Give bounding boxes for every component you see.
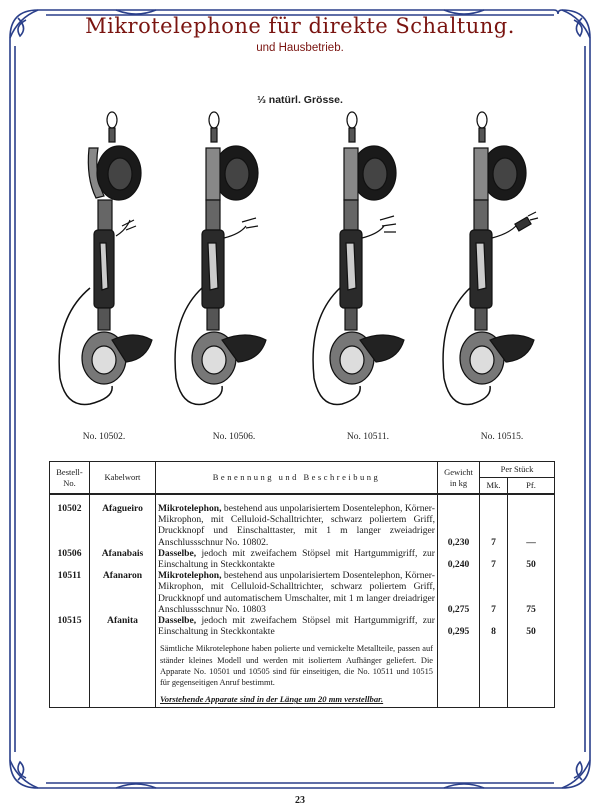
figure-caption-10511: No. 10511. (346, 432, 390, 442)
order-number: 10515 (50, 615, 90, 637)
figure-caption-10502: No. 10502. (82, 432, 126, 442)
description: Dasselbe, jedoch mit zweifachem Stöpsel mit Hartgummigriff, zur Einschaltung in Steckkontakte (156, 615, 438, 637)
header-description: Benennung und Beschreibung (156, 462, 438, 495)
table-header-row (50, 462, 555, 478)
table-row (50, 548, 555, 570)
notes-text: Sämtliche Mikrotelephone haben polierte und vernickelte Metallteile, passen auf ständer kleines Modell und werden mit isoliertem Aufhänger geliefert. Die Apparate No. 10501 und 10505 sind für einseitigen, die No. 10511 und 10515 für gegenseitigen Anruf bestimmt. (160, 644, 433, 688)
code-word: Afagueiro (90, 494, 156, 548)
page-subtitle: und Hausbetrieb. (256, 42, 344, 54)
code-word: Afanabais (90, 548, 156, 570)
telephone-illustration-10515 (432, 108, 552, 430)
header-price-pf: Pf. (508, 478, 555, 495)
order-number: 10506 (50, 548, 90, 570)
price-pf: 75 (508, 570, 555, 615)
header-weight: Gewicht in kg (438, 462, 480, 495)
header-price-mk: Mk. (480, 478, 508, 495)
header-order-no: Bestell- No. (50, 462, 90, 495)
weight: 0,240 (438, 548, 480, 570)
scale-note: ⅓ natürl. Grösse. (257, 94, 343, 106)
header-price-group: Per Stück (480, 462, 555, 478)
header-code-word: Kabelwort (90, 462, 156, 495)
page-number: 23 (295, 795, 305, 806)
telephone-illustration-10506 (164, 108, 284, 430)
table-row (50, 494, 555, 548)
notes-row (50, 637, 555, 708)
table-row (50, 570, 555, 615)
adjustable-length-note: Vorstehende Apparate sind in der Länge um 20 mm verstellbar. (160, 694, 384, 705)
weight: 0,295 (438, 615, 480, 637)
order-number: 10502 (50, 494, 90, 548)
price-mk: 8 (480, 615, 508, 637)
notes-cell (156, 637, 438, 708)
description: Dasselbe, jedoch mit zweifachem Stöpsel mit Hartgummigriff, zur Einschaltung in Steckkontakte (156, 548, 438, 570)
figure-caption-10506: No. 10506. (212, 432, 256, 442)
price-mk: 7 (480, 548, 508, 570)
page-title: Mikrotelephone für direkte Schaltung. (85, 14, 515, 38)
figure-caption-10515: No. 10515. (480, 432, 524, 442)
description: Mikrotelephon, bestehend aus unpolarisiertem Dosentelephon, Körner-Mikrophon, mit Celluloid-Schalltrichter, schwarz poliertem Griff, Druckknopf und automatischem Umschalter, mit 1 m langer dreiadriger Anschlussschnur No. 10803 (156, 570, 438, 615)
description: Mikrotelephon, bestehend aus unpolarisiertem Dosentelephon, Körner-Mikrophon, mit Celluloid-Schalltrichter, schwarz poliertem Griff, Druckknopf und Einschalttaster, mit 1 m langer zweiadriger Anschlussschnur No. 10802. (156, 494, 438, 548)
price-pf: 50 (508, 615, 555, 637)
table-row (50, 615, 555, 637)
code-word: Afanita (90, 615, 156, 637)
price-mk: 7 (480, 494, 508, 548)
price-pf: 50 (508, 548, 555, 570)
price-pf: — (508, 494, 555, 548)
weight: 0,230 (438, 494, 480, 548)
weight: 0,275 (438, 570, 480, 615)
telephone-illustration-10502 (34, 108, 154, 430)
product-table (49, 461, 555, 708)
telephone-illustration-10511 (296, 108, 416, 430)
code-word: Afanaron (90, 570, 156, 615)
price-mk: 7 (480, 570, 508, 615)
order-number: 10511 (50, 570, 90, 615)
